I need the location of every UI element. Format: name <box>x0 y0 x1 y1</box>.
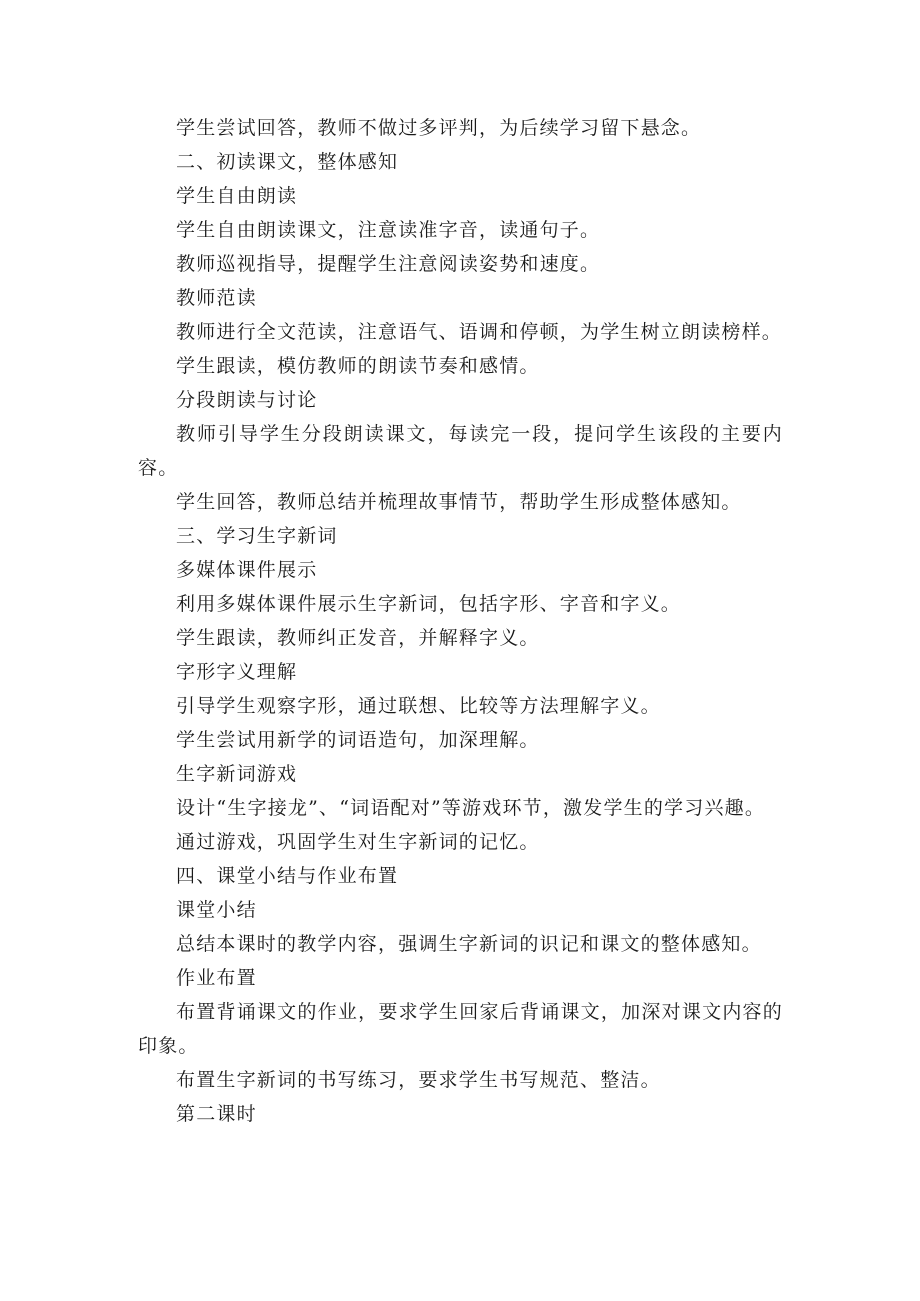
paragraph: 设计“生字接龙”、“词语配对”等游戏环节，激发学生的学习兴趣。 <box>176 797 766 819</box>
subheading: 分段朗读与讨论 <box>176 389 318 411</box>
subheading: 多媒体课件展示 <box>176 559 318 581</box>
subheading: 学生自由朗读 <box>176 185 298 207</box>
section-heading: 二、初读课文，整体感知 <box>176 151 399 173</box>
paragraph: 学生跟读，模仿教师的朗读节奏和感情。 <box>176 355 540 377</box>
paragraph: 教师巡视指导，提醒学生注意阅读姿势和速度。 <box>176 253 601 275</box>
paragraph: 布置背诵课文的作业，要求学生回家后背诵课文，加深对课文内容的印象。 <box>138 1001 783 1057</box>
section-heading: 三、学习生字新词 <box>176 525 338 547</box>
lesson-heading: 第二课时 <box>176 1103 257 1125</box>
subheading: 作业布置 <box>176 967 257 989</box>
subheading: 课堂小结 <box>176 899 257 921</box>
subheading: 教师范读 <box>176 287 257 309</box>
paragraph: 总结本课时的教学内容，强调生字新词的识记和课文的整体感知。 <box>176 933 762 955</box>
subheading: 字形字义理解 <box>176 661 298 683</box>
paragraph: 学生尝试用新学的词语造句，加深理解。 <box>176 729 540 751</box>
paragraph: 学生跟读，教师纠正发音，并解释字义。 <box>176 627 540 649</box>
paragraph: 利用多媒体课件展示生字新词，包括字形、字音和字义。 <box>176 593 682 615</box>
paragraph: 学生尝试回答，教师不做过多评判，为后续学习留下悬念。 <box>176 117 702 139</box>
paragraph: 学生回答，教师总结并梳理故事情节，帮助学生形成整体感知。 <box>176 491 742 513</box>
paragraph: 通过游戏，巩固学生对生字新词的记忆。 <box>176 831 540 853</box>
paragraph: 布置生字新词的书写练习，要求学生书写规范、整洁。 <box>176 1069 661 1091</box>
paragraph: 教师引导学生分段朗读课文，每读完一段，提问学生该段的主要内容。 <box>138 423 783 479</box>
subheading: 生字新词游戏 <box>176 763 298 785</box>
paragraph: 教师进行全文范读，注意语气、语调和停顿，为学生树立朗读榜样。 <box>176 321 783 343</box>
paragraph: 引导学生观察字形，通过联想、比较等方法理解字义。 <box>176 695 661 717</box>
paragraph: 学生自由朗读课文，注意读准字音，读通句子。 <box>176 219 601 241</box>
document-body <box>138 111 783 1131</box>
section-heading: 四、课堂小结与作业布置 <box>176 865 399 887</box>
